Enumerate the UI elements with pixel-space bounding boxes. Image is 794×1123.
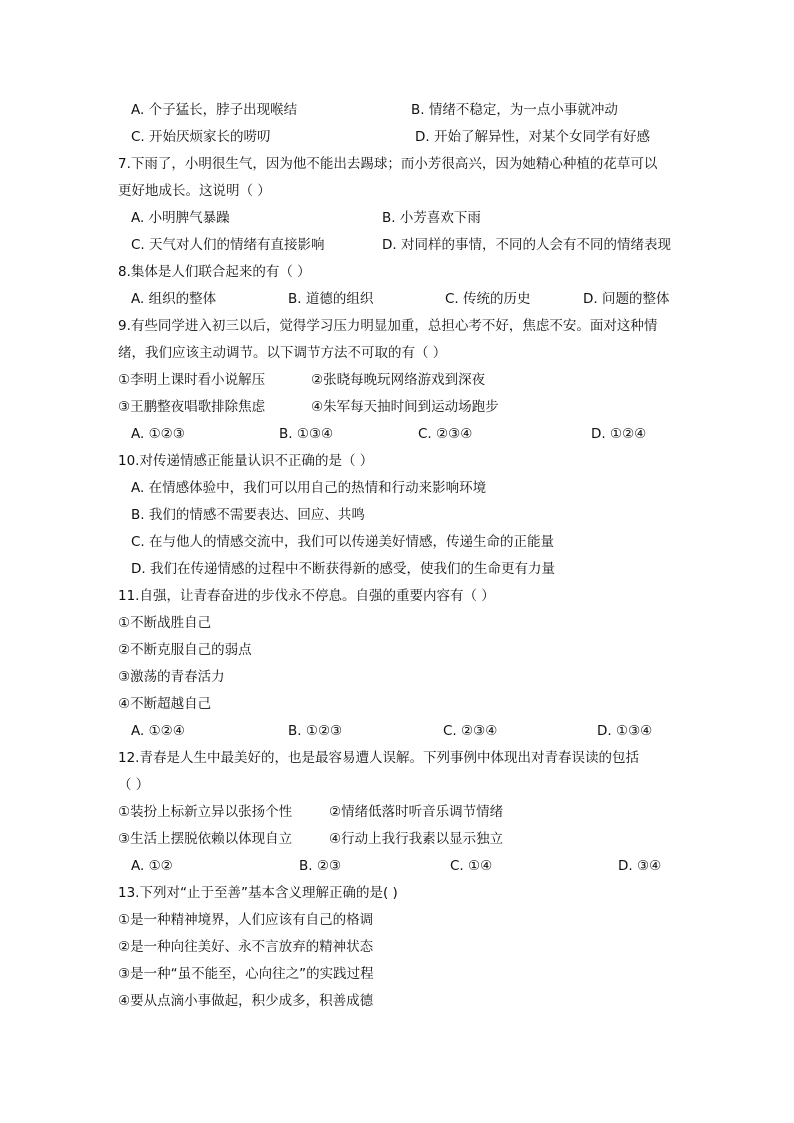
q7-stem-line2: 更好地成长。这说明（ ） (118, 183, 271, 199)
q13-item-2: ②是一种向往美好、永不言放弃的精神状态 (118, 939, 374, 955)
q11-option-a: A. ①②④ (131, 723, 185, 739)
q12-stem-line2: （ ） (118, 777, 150, 793)
q9-option-d: D. ①②④ (591, 426, 647, 442)
q9-item-3: ③王鹏整夜唱歌排除焦虑 (118, 399, 266, 415)
q10-option-a: A. 在情感体验中，我们可以用自己的热情和行动来影响环境 (131, 480, 487, 496)
q6-option-d: D. 开始了解异性，对某个女同学有好感 (415, 129, 650, 145)
q6-option-a: A. 个子猛长，脖子出现喉结 (131, 102, 298, 118)
q12-option-a: A. ①② (131, 858, 173, 874)
q7-option-c: C. 天气对人们的情绪有直接影响 (131, 237, 325, 253)
q9-option-c: C. ②③④ (418, 426, 473, 442)
q9-stem-line1: 9.有些同学进入初三以后，觉得学习压力明显加重，总担心考不好，焦虑不安。面对这种情 (118, 318, 658, 334)
q11-option-d: D. ①③④ (597, 723, 653, 739)
q8-option-b: B. 道德的组织 (288, 291, 374, 307)
q11-stem: 11.自强，让青春奋进的步伐永不停息。自强的重要内容有（ ） (118, 588, 495, 604)
q7-option-d: D. 对同样的事情，不同的人会有不同的情绪表现 (382, 237, 671, 253)
q11-item-3: ③激荡的青春活力 (118, 669, 225, 685)
q9-item-4: ④朱军每天抽时间到运动场跑步 (311, 399, 499, 415)
q11-item-2: ②不断克服自己的弱点 (118, 642, 252, 658)
q6-option-c: C. 开始厌烦家长的唠叨 (131, 129, 271, 145)
q12-item-1: ①装扮上标新立异以张扬个性 (118, 804, 293, 820)
q10-stem: 10.对传递情感正能量认识不正确的是（ ） (118, 453, 374, 469)
q11-option-c: C. ②③④ (443, 723, 498, 739)
q6-option-b: B. 情绪不稳定，为一点小事就冲动 (411, 102, 618, 118)
q11-item-4: ④不断超越自己 (118, 696, 212, 712)
q13-stem: 13.下列对“止于至善”基本含义理解正确的是( ) (118, 885, 398, 901)
q9-option-b: B. ①③④ (279, 426, 334, 442)
q9-item-2: ②张晓每晚玩网络游戏到深夜 (311, 372, 486, 388)
q11-item-1: ①不断战胜自己 (118, 615, 212, 631)
q7-option-b: B. 小芳喜欢下雨 (382, 210, 481, 226)
q12-item-3: ③生活上摆脱依赖以体现自立 (118, 831, 293, 847)
q13-item-1: ①是一种精神境界，人们应该有自己的格调 (118, 912, 374, 928)
q13-item-4: ④要从点滴小事做起，积少成多，积善成德 (118, 993, 374, 1009)
q9-option-a: A. ①②③ (131, 426, 185, 442)
q11-option-b: B. ①②③ (288, 723, 343, 739)
q12-item-2: ②情绪低落时听音乐调节情绪 (329, 804, 504, 820)
q12-option-c: C. ①④ (450, 858, 493, 874)
q10-option-b: B. 我们的情感不需要表达、回应、共鸣 (131, 507, 365, 523)
q7-stem-line1: 7.下雨了，小明很生气，因为他不能出去踢球；而小芳很高兴，因为她精心种植的花草可以 (118, 156, 658, 172)
q8-option-d: D. 问题的整体 (583, 291, 670, 307)
q8-stem: 8.集体是人们联合起来的有（ ） (118, 264, 311, 280)
q12-option-b: B. ②③ (299, 858, 342, 874)
q10-option-d: D. 我们在传递情感的过程中不断获得新的感受，使我们的生命更有力量 (131, 561, 555, 577)
q12-stem-line1: 12.青春是人生中最美好的，也是最容易遭人误解。下列事例中体现出对青春误读的包括 (118, 750, 639, 766)
q9-stem-line2: 绪，我们应该主动调节。以下调节方法不可取的有（ ） (118, 345, 447, 361)
q8-option-a: A. 组织的整体 (131, 291, 217, 307)
q12-item-4: ④行动上我行我素以显示独立 (329, 831, 504, 847)
q13-item-3: ③是一种“虽不能至，心向往之”的实践过程 (118, 966, 374, 982)
q10-option-c: C. 在与他人的情感交流中，我们可以传递美好情感，传递生命的正能量 (131, 534, 555, 550)
q8-option-c: C. 传统的历史 (445, 291, 531, 307)
q12-option-d: D. ③④ (618, 858, 662, 874)
q9-item-1: ①李明上课时看小说解压 (118, 372, 266, 388)
q7-option-a: A. 小明脾气暴躁 (131, 210, 230, 226)
